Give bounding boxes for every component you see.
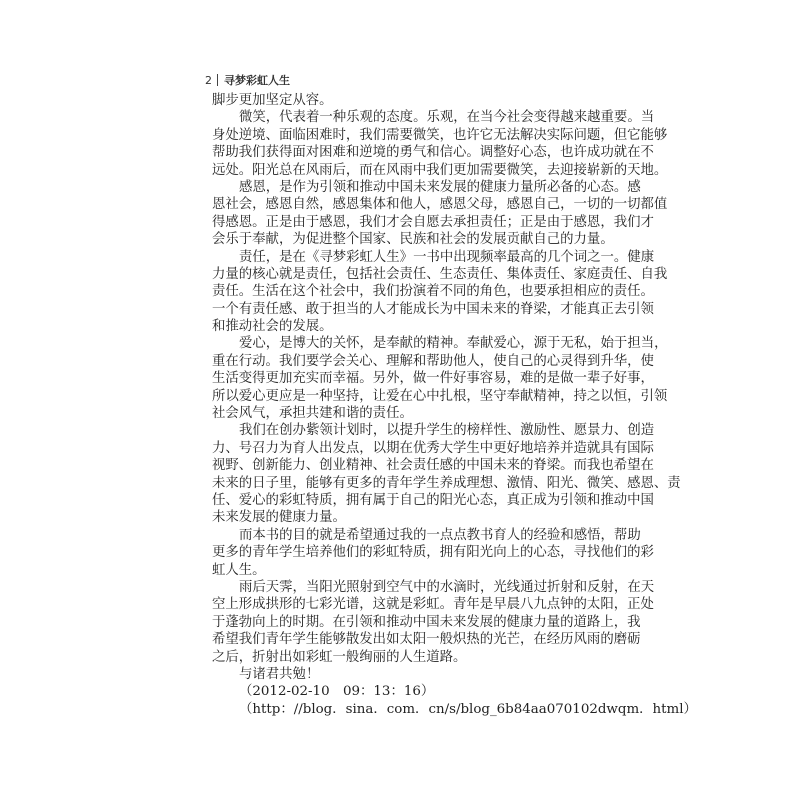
text-line: 而本书的目的就是希望通过我的一点点教书育人的经验和感悟，帮助 xyxy=(239,527,641,543)
running-header xyxy=(205,72,290,88)
paragraph xyxy=(212,249,668,336)
text-line: 重在行动。我们要学会关心、理解和帮助他人，使自己的心灵得到升华，使 xyxy=(212,353,654,369)
text-line: 帮助我们获得面对困难和逆境的勇气和信心。调整好心态，也许成功就在不 xyxy=(212,145,654,161)
text-line: 虹人生。 xyxy=(212,562,266,578)
text-line: 远处。阳光总在风雨后，而在风雨中我们更加需要微笑，去迎接崭新的天地。 xyxy=(212,162,668,178)
text-line: 和推动社会的发展。 xyxy=(212,319,333,335)
text-line: 视野、创新能力、创业精神、社会责任感的中国未来的脊梁。而我也希望在 xyxy=(212,458,654,474)
text-line: 于蓬勃向上的时期。在引领和推动中国未来发展的健康力量的道路上，我 xyxy=(212,614,641,630)
text-line: 责任，是在《寻梦彩虹人生》一书中出现频率最高的几个词之一。健康 xyxy=(239,249,655,265)
text-line: 力、号召力为育人出发点，以期在优秀大学生中更好地培养并造就具有国际 xyxy=(212,440,654,456)
text-line: 未来发展的健康力量。 xyxy=(212,510,346,526)
text-line: 微笑，代表着一种乐观的态度。乐观，在当今社会变得越来越重要。当 xyxy=(239,110,655,126)
text-line: 任、爱心的彩虹特质，拥有属于自己的阳光心态，真正成为引领和推动中国 xyxy=(212,492,654,508)
text-line: 力量的核心就是责任，包括社会责任、生态责任、集体责任、家庭责任、自我 xyxy=(212,266,668,282)
text-line: 会乐于奉献，为促进整个国家、民族和社会的发展贡献自己的力量。 xyxy=(212,232,614,248)
paragraph xyxy=(212,179,668,249)
text-line: 恩社会，感恩自然，感恩集体和他人，感恩父母，感恩自己，一切的一切都值 xyxy=(212,197,668,213)
text-line: 空上形成拱形的七彩光谱，这就是彩虹。青年是早晨八九点钟的太阳，正处 xyxy=(212,597,654,613)
text-line: 责任。生活在这个社会中，我们扮演着不同的角色，也要承担相应的责任。 xyxy=(212,284,654,300)
text-line: 身处逆境、面临困难时，我们需要微笑，也许它无法解决实际问题，但它能够 xyxy=(212,127,668,143)
header-divider xyxy=(217,74,218,86)
paragraph xyxy=(212,666,588,683)
paragraph xyxy=(212,422,681,526)
text-line: 我们在创办紫领计划时，以提升学生的榜样性、激励性、愿景力、创造 xyxy=(239,423,655,439)
paragraph xyxy=(212,92,588,109)
page-body xyxy=(212,92,697,718)
text-line: 脚步更加坚定从容。 xyxy=(212,93,333,108)
paragraph xyxy=(212,579,655,666)
text-line: 雨后天霁，当阳光照射到空气中的水滴时，光线通过折射和反射，在天 xyxy=(239,579,655,595)
text-line: 爱心，是博大的关怀，是奉献的精神。奉献爱心，源于无私，始于担当， xyxy=(239,336,668,352)
text-line: 所以爱心更应是一种坚持，让爱在心中扎根，坚守奉献精神，持之以恒，引领 xyxy=(212,388,668,404)
text-line: （2012-02-10 09：13：16） xyxy=(239,684,435,700)
page-number: 2 xyxy=(205,73,212,87)
text-line: 感恩，是作为引领和推动中国未来发展的健康力量所必备的心态。感 xyxy=(239,179,641,195)
paragraph xyxy=(212,527,654,579)
text-line: 一个有责任感、敢于担当的人才能成长为中国未来的脊梁，才能真正去引领 xyxy=(212,301,654,317)
text-line: 得感恩。正是由于感恩，我们才会自愿去承担责任；正是由于感恩，我们才 xyxy=(212,214,654,230)
text-line: （http：//blog．sina．com．cn/s/blog_6b84aa070102dwqm．html） xyxy=(239,701,697,717)
text-line: 与诸君共勉！ xyxy=(239,666,320,682)
text-line: 希望我们青年学生能够散发出如太阳一般炽热的光芒，在经历风雨的磨砺 xyxy=(212,632,641,648)
text-line: 之后，折射出如彩虹一般绚丽的人生道路。 xyxy=(212,649,467,665)
text-line: 社会风气，承担共建和谐的责任。 xyxy=(212,406,413,422)
paragraph xyxy=(212,109,668,179)
paragraph xyxy=(212,701,697,718)
text-line: 更多的青年学生培养他们的彩虹特质，拥有阳光向上的心态，寻找他们的彩 xyxy=(212,545,654,561)
text-line: 生活变得更加充实而幸福。另外，做一件好事容易，难的是做一辈子好事， xyxy=(212,371,654,387)
book-title: 寻梦彩虹人生 xyxy=(224,74,290,87)
paragraph xyxy=(212,335,668,422)
text-line: 未来的日子里，能够有更多的青年学生养成理想、激情、阳光、微笑、感恩、责 xyxy=(212,475,681,491)
paragraph xyxy=(212,683,588,700)
